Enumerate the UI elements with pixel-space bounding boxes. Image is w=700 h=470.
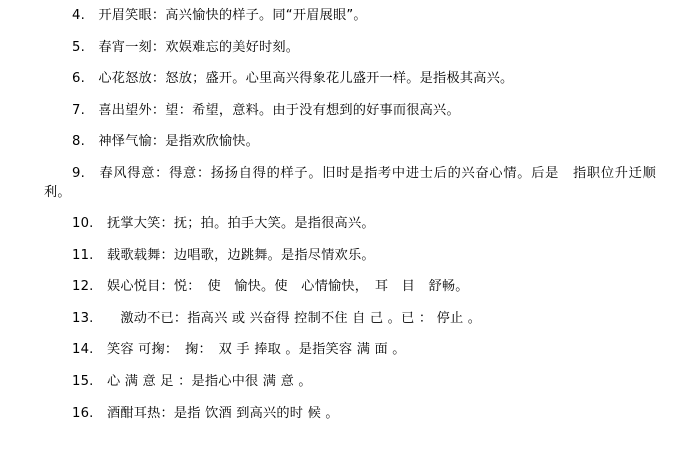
item-number: 15.	[72, 373, 94, 389]
item-number: 6.	[72, 71, 85, 87]
list-item	[44, 69, 656, 88]
item-number: 8.	[72, 134, 85, 150]
item-number: 13.	[72, 310, 94, 326]
list-item	[44, 277, 656, 296]
item-text: 笑容 可掬： 掬： 双 手 捧取 。是指笑容 满 面 。	[106, 342, 406, 358]
item-text: 心 满 意 足 ：是指心中很 满 意 。	[106, 373, 312, 389]
item-number: 4.	[72, 8, 85, 23]
item-text: 抚掌大笑：抚；拍。拍手大笑。是指很高兴。	[106, 216, 375, 232]
list-item	[44, 340, 656, 359]
item-text: 娱心悦目：悦： 使 愉快。使 心情愉快， 耳 目 舒畅。	[106, 279, 469, 295]
item-number: 9.	[72, 165, 85, 181]
item-number: 7.	[72, 102, 85, 118]
item-number: 12.	[72, 279, 94, 295]
item-text: 心花怒放：怒放；盛开。心里高兴得象花儿盛开一样。是指极其高兴。	[98, 71, 514, 87]
list-item	[44, 246, 656, 265]
list-item	[44, 6, 656, 25]
item-text: 开眉笑眼：高兴愉快的样子。同“开眉展眼”。	[98, 8, 367, 23]
item-number: 10.	[72, 216, 94, 232]
list-item	[44, 164, 656, 202]
list-item	[44, 404, 656, 423]
list-item	[44, 38, 656, 57]
item-text: 春宵一刻：欢娱难忘的美好时刻。	[98, 39, 300, 55]
item-number: 11.	[72, 247, 94, 263]
list-item	[44, 214, 656, 233]
item-number: 14.	[72, 342, 94, 358]
list-item	[44, 101, 656, 120]
item-text: 载歌载舞：边唱歌，边跳舞。是指尽情欢乐。	[106, 247, 375, 263]
item-text: 神怿气愉：是指欢欣愉快。	[98, 134, 260, 150]
item-number: 5.	[72, 39, 85, 55]
item-number: 16.	[72, 405, 94, 421]
item-text: 春风得意：得意：扬扬自得的样子。旧时是指考中进士后的兴奋心情。后是 指职位升迁顺利。	[44, 165, 656, 200]
item-text: 酒酣耳热：是指 饮酒 到高兴的时 候 。	[106, 405, 339, 421]
list-item	[44, 132, 656, 151]
item-text: 喜出望外：望：希望，意料。由于没有想到的好事而很高兴。	[98, 102, 460, 118]
item-text: 激动不已：指高兴 或 兴奋得 控制不住 自 己 。已 ： 停止 。	[106, 310, 482, 326]
list-item	[44, 372, 656, 391]
list-item	[44, 309, 656, 328]
